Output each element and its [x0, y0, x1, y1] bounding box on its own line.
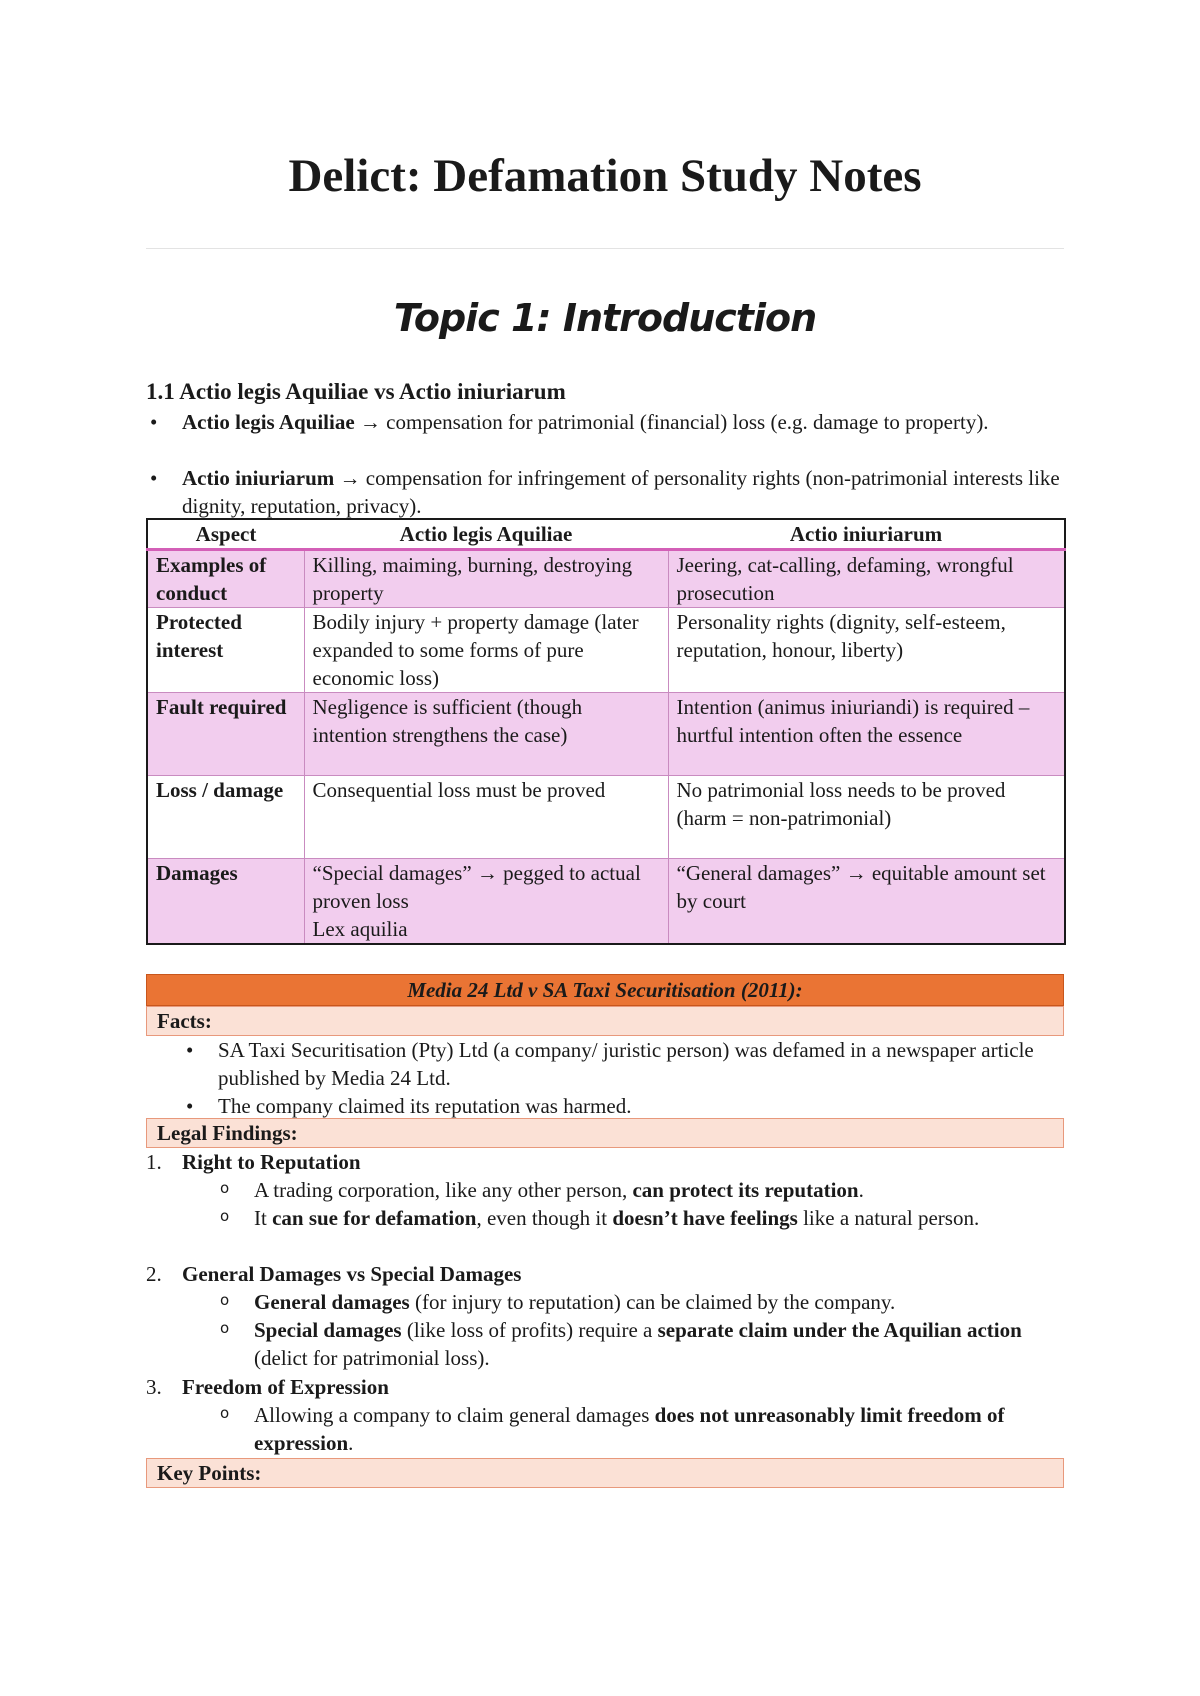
- bullet-icon: •: [186, 1038, 194, 1062]
- table-cell: Bodily injury + property damage (later expanded to some forms of pure economic loss): [304, 608, 668, 693]
- column-header: Actio iniuriarum: [668, 519, 1065, 550]
- bullet-term: Actio iniuriarum: [182, 466, 335, 490]
- bullet-term: Actio legis Aquiliae: [182, 410, 355, 434]
- bullet-icon: •: [186, 1094, 194, 1118]
- finding-title: Right to Reputation: [182, 1150, 361, 1174]
- table-cell: Personality rights (dignity, self-esteem, reputation, honour, liberty): [668, 608, 1065, 693]
- arrow-text: →: [354, 410, 387, 434]
- case-title-suffix: :: [795, 978, 803, 1002]
- sub-bullet-icon: o: [220, 1179, 230, 1197]
- table-row: [147, 693, 1065, 776]
- table-row: [147, 608, 1065, 693]
- table-cell: [304, 859, 668, 945]
- table-cell: Loss / damage: [147, 776, 304, 859]
- table-cell: Fault required: [147, 693, 304, 776]
- document-title: Delict: Defamation Study Notes: [288, 150, 922, 202]
- sub-bullet-icon: o: [220, 1207, 230, 1225]
- case-title-bar: [146, 974, 1064, 1006]
- topic-heading: Topic 1: Introduction: [393, 296, 817, 340]
- table-cell: Examples of conduct: [147, 550, 304, 608]
- table-cell: “General damages” → equitable amount set by court: [668, 859, 1065, 945]
- bullet-icon: •: [150, 466, 158, 490]
- column-header: Aspect: [147, 519, 304, 550]
- sub-bullet-icon: o: [220, 1291, 230, 1309]
- table-cell: Damages: [147, 859, 304, 945]
- legal-findings-heading: Legal Findings:: [146, 1118, 1064, 1148]
- bullet-text: compensation for infringement of personality rights (non-patrimonial interests like dignity, reputation, privacy).: [182, 466, 1060, 518]
- sub-bullet-icon: o: [220, 1319, 230, 1337]
- finding-number: 3.: [146, 1375, 162, 1399]
- finding-title: General Damages vs Special Damages: [182, 1262, 522, 1286]
- comparison-table: [146, 518, 1066, 945]
- fact-text: The company claimed its reputation was harmed.: [218, 1094, 632, 1118]
- cell-text: “Special damages” → pegged to actual proven loss: [312, 861, 641, 913]
- section-heading: 1.1 Actio legis Aquiliae vs Actio iniuriarum: [146, 379, 566, 404]
- table-cell: Intention (animus iniuriandi) is required – hurtful intention often the essence: [668, 693, 1065, 776]
- table-row: [147, 550, 1065, 608]
- table-row: [147, 859, 1065, 945]
- sub-bullet-icon: o: [220, 1404, 230, 1422]
- case-title: Media 24 Ltd v SA Taxi Securitisation (2011): [407, 978, 796, 1002]
- table-header-row: [147, 519, 1065, 550]
- facts-heading: Facts:: [146, 1006, 1064, 1036]
- finding-title: Freedom of Expression: [182, 1375, 389, 1399]
- finding-number: 2.: [146, 1262, 162, 1286]
- arrow-text: →: [334, 466, 366, 490]
- bullet-icon: •: [150, 410, 158, 434]
- table-cell: Consequential loss must be proved: [304, 776, 668, 859]
- key-points-heading: Key Points:: [146, 1458, 1064, 1488]
- table-cell: Negligence is sufficient (though intention strengthens the case): [304, 693, 668, 776]
- bullet-text: compensation for patrimonial (financial) loss (e.g. damage to property).: [386, 410, 989, 434]
- title-divider: [146, 248, 1064, 249]
- finding-number: 1.: [146, 1150, 162, 1174]
- table-cell: Killing, maiming, burning, destroying property: [304, 550, 668, 608]
- table-cell: Protected interest: [147, 608, 304, 693]
- column-header: Actio legis Aquiliae: [304, 519, 668, 550]
- table-cell: Jeering, cat-calling, defaming, wrongful prosecution: [668, 550, 1065, 608]
- table-row: [147, 776, 1065, 859]
- fact-text: SA Taxi Securitisation (Pty) Ltd (a company/ juristic person) was defamed in a newspaper article published by Media 24 Ltd.: [218, 1038, 1034, 1090]
- document-page: Delict: Defamation Study Notes Topic 1: Introduction 1.1 Actio legis Aquiliae vs Actio iniuriarum • Actio legis Aquiliae → compensation for patrimonial (financial) loss (e.g. damage to property). • Actio iniuriarum → compensation for infringement of personality rights (non-patrimonial interests like dignity, reputation, privacy). Aspect Actio legis Aquiliae Actio iniuriarum Examples of conduct Killing, maiming, burning, destroying property Jeering, cat-calling, defaming, wrongful prosecution Protected interest Bodily injury + property damage (later expanded to some forms of pure economic loss) Personality rights (dignity, self-esteem, reputation, honour, liberty) Fault required Negligence is sufficient (though intention strengthens the case) Intention (animus iniuriandi) is required – hurtful intention often the essence Loss / damage Consequential loss must be proved No patrimonial loss needs to be proved (harm = non-patrimonial) Damages “Special damages” → pegged to actual proven loss Lex aquilia “General damages” → equitable amount set by court Media 24 Ltd v SA Taxi Securitisation (2011): Facts: • SA Taxi Securitisation (Pty) Ltd (a company/ juristic person) was defamed in a newspaper article published by Media 24 Ltd. • The company claimed its reputation was harmed. Legal Findings: 1. Right to Reputation o A trading corporation, like any other person, can protect its reputation. o It can sue for defamation, even though it doesn’t have feelings like a natural person. 2. General Damages vs Special Damages o General damages (for injury to reputation) can be claimed by the company. o Special damages (like loss of profits) require a separate claim under the Aquilian action (delict for patrimonial loss). 3. Freedom of Expression o Allowing a company to claim general damages does not unreasonably limit freedom of expression. Key Points:: [0, 0, 1200, 1696]
- cell-text: Lex aquilia: [312, 917, 408, 941]
- table-cell: No patrimonial loss needs to be proved (harm = non-patrimonial): [668, 776, 1065, 859]
